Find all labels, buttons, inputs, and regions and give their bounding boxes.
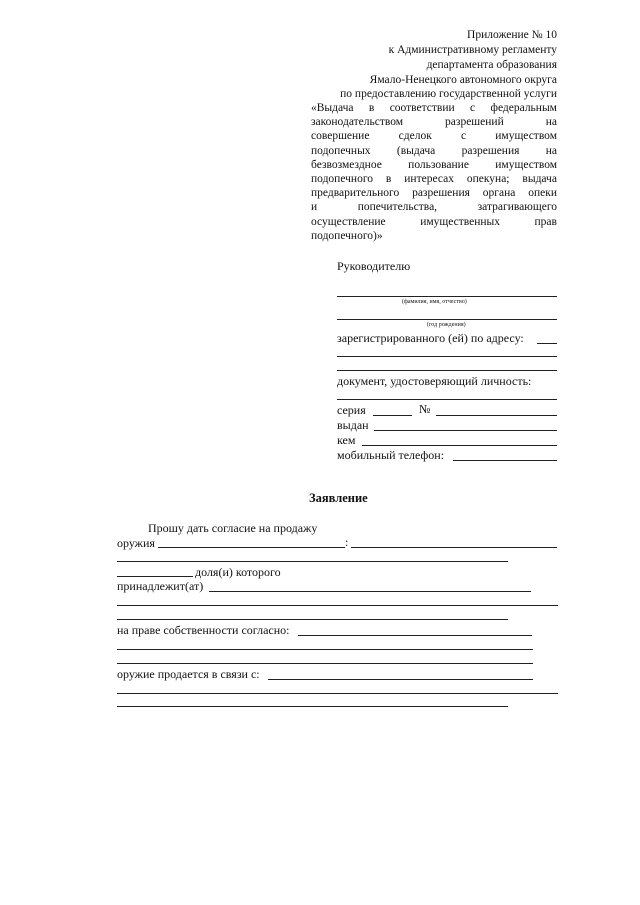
service-word: прав <box>534 215 557 228</box>
service-word: федеральным <box>490 102 557 114</box>
issued-field[interactable] <box>374 430 557 431</box>
issued-by-label: кем <box>337 433 356 447</box>
document-title: Заявление <box>309 491 368 505</box>
service-word: законодательством <box>311 116 404 129</box>
address-line-1[interactable] <box>537 343 557 344</box>
issued-label: выдан <box>337 418 369 432</box>
service-word: попечительства, <box>357 201 438 214</box>
id-document-line[interactable] <box>337 399 557 400</box>
service-word: имущественных <box>420 215 500 228</box>
service-line <box>311 172 557 186</box>
service-word: в <box>385 172 392 185</box>
service-word: органа <box>482 187 516 200</box>
belongs-field[interactable] <box>209 591 531 592</box>
service-word: имуществом <box>495 158 557 171</box>
service-word: (выдача <box>396 144 436 157</box>
request-text: Прошу дать согласие на продажу <box>148 521 318 535</box>
service-line <box>311 144 557 158</box>
phone-field[interactable] <box>453 460 557 461</box>
service-word: осуществление <box>311 215 386 228</box>
service-word: разрешения <box>412 187 470 200</box>
service-word: безвозмездное <box>311 158 382 171</box>
service-word: разрешения <box>461 144 520 157</box>
service-word: выдача <box>522 172 557 185</box>
service-word: и <box>311 201 318 214</box>
address-line-2[interactable] <box>337 356 557 357</box>
weapon-field-2[interactable] <box>351 547 557 548</box>
fio-caption: (фамилия, имя, отчество) <box>402 299 467 305</box>
ownership-label: на праве собственности согласно: <box>117 623 290 637</box>
service-word: совершение <box>311 130 370 143</box>
reason-field[interactable] <box>268 679 533 680</box>
service-line <box>311 186 557 200</box>
service-word: предварительного <box>311 187 400 200</box>
id-document-label: документ, удостоверяющий личность: <box>337 374 532 388</box>
appendix-number: Приложение № 10 <box>467 29 557 41</box>
service-word: опекуна; <box>466 172 510 185</box>
weapon-field-3[interactable] <box>117 561 508 562</box>
addressee-to: Руководителю <box>337 259 411 273</box>
reason-field-2[interactable] <box>117 693 558 694</box>
header-line-service: по предоставлению государственной услуги <box>340 88 557 100</box>
service-word: подопечного <box>311 172 374 185</box>
reason-field-3[interactable] <box>117 706 508 707</box>
service-line <box>311 158 557 172</box>
service-word: интересах <box>404 172 454 185</box>
share-field[interactable] <box>117 576 193 577</box>
belongs-field-2[interactable] <box>117 605 558 606</box>
weapon-field[interactable] <box>158 547 345 548</box>
service-word: сделок <box>398 130 432 143</box>
header-line-regulation: к Административному регламенту <box>388 44 557 56</box>
service-word: на <box>545 144 557 157</box>
service-line <box>311 200 557 214</box>
belongs-field-3[interactable] <box>117 619 508 620</box>
weapon-label: оружия <box>117 536 155 550</box>
service-word: на <box>545 116 557 129</box>
service-word: разрешений <box>445 116 504 129</box>
service-word: затрагивающего <box>477 201 557 214</box>
belongs-label: принадлежит(ат) <box>117 579 204 593</box>
service-word: имуществом <box>495 130 557 143</box>
ownership-field-3[interactable] <box>117 663 533 664</box>
service-word: «Выдача <box>311 102 354 114</box>
service-word: опеки <box>528 187 557 200</box>
ownership-field-2[interactable] <box>117 649 533 650</box>
header-line-region: Ямало-Ненецкого автономного округа <box>369 74 557 86</box>
service-word: подопечных <box>311 144 371 157</box>
ownership-field[interactable] <box>298 635 532 636</box>
address-line-3[interactable] <box>337 370 557 371</box>
birth-year-line[interactable] <box>337 319 557 320</box>
service-description <box>311 101 557 243</box>
share-label: доля(и) которого <box>195 565 281 579</box>
number-field[interactable] <box>436 415 557 416</box>
service-line <box>311 115 557 129</box>
service-word: пользование <box>408 158 469 171</box>
reason-label: оружие продается в связи с: <box>117 667 260 681</box>
service-line <box>311 129 557 143</box>
weapon-colon: : <box>345 535 349 549</box>
service-word: подопечного)» <box>311 229 383 242</box>
fio-line[interactable] <box>337 296 557 297</box>
service-word: с <box>470 102 476 114</box>
service-word: в <box>368 102 375 114</box>
header-line-department: департамента образования <box>426 59 557 71</box>
service-word: соответствии <box>389 102 455 114</box>
birth-year-caption: (год рождения) <box>427 322 466 328</box>
phone-label: мобильный телефон: <box>337 448 445 462</box>
service-line <box>311 101 557 115</box>
service-line <box>311 215 557 229</box>
service-word: с <box>460 130 467 143</box>
issued-by-field[interactable] <box>362 445 557 446</box>
series-label: серия <box>337 403 366 417</box>
number-label: № <box>419 402 431 416</box>
service-line <box>311 229 557 243</box>
series-field[interactable] <box>373 415 412 416</box>
registered-label: зарегистрированного (ей) по адресу: <box>337 331 524 345</box>
